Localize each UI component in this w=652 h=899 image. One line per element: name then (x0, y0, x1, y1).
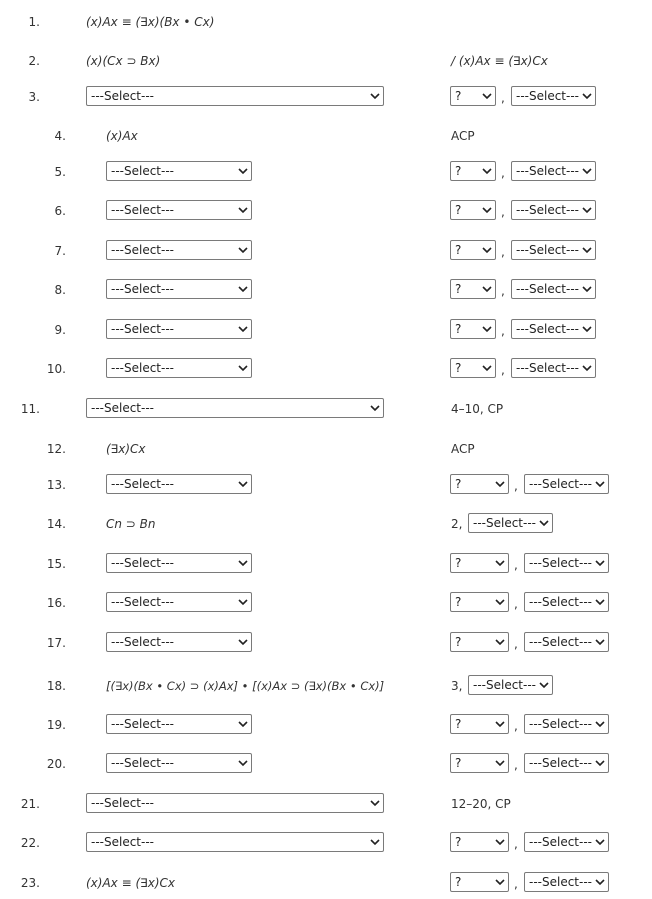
line-ref-select[interactable]: ? (450, 592, 509, 612)
chevron-down-icon (595, 637, 605, 647)
proof-row-8 (0, 279, 652, 303)
formula-select[interactable]: ---Select--- (106, 553, 252, 573)
line-ref-select[interactable]: ? (450, 714, 509, 734)
line-number: 13. (46, 478, 66, 492)
formula-select[interactable]: ---Select--- (106, 319, 252, 339)
chevron-down-icon (238, 558, 248, 568)
rule-select[interactable]: ---Select--- (511, 86, 596, 106)
chevron-down-icon (482, 245, 492, 255)
chevron-down-icon (495, 558, 505, 568)
chevron-down-icon (595, 597, 605, 607)
chevron-down-icon (370, 403, 380, 413)
chevron-down-icon (482, 324, 492, 334)
proof-row-9 (0, 319, 652, 343)
line-number: 21. (20, 797, 40, 811)
proof-row-2 (0, 50, 652, 74)
chevron-down-icon (370, 798, 380, 808)
line-number: 9. (54, 323, 66, 337)
derived-formula: [(∃x)(Bx • Cx) ⊃ (x)Ax] • [(x)Ax ⊃ (∃x)(Bx • Cx)] (106, 679, 385, 693)
formula-select[interactable]: ---Select--- (106, 161, 252, 181)
chevron-down-icon (539, 680, 549, 690)
line-number: 2. (28, 54, 40, 68)
justification-text: 12–20, CP (451, 797, 511, 811)
chevron-down-icon (582, 363, 592, 373)
line-number: 4. (54, 129, 66, 143)
line-ref-select[interactable]: ? (450, 753, 509, 773)
rule-select[interactable]: ---Select--- (524, 592, 609, 612)
rule-select[interactable]: ---Select--- (524, 753, 609, 773)
proof-row-7 (0, 240, 652, 264)
comma-separator: , (501, 284, 505, 298)
comma-separator: , (501, 166, 505, 180)
comma-separator: , (514, 558, 518, 572)
rule-select[interactable]: ---Select--- (524, 872, 609, 892)
comma-separator: , (514, 719, 518, 733)
proof-row-20 (0, 753, 652, 777)
justification-text: ACP (451, 442, 475, 456)
premise-formula: (x)Ax ≡ (∃x)(Bx • Cx) (86, 15, 215, 29)
chevron-down-icon (595, 558, 605, 568)
line-ref-select[interactable]: ? (450, 474, 509, 494)
formula-select[interactable]: ---Select--- (106, 632, 252, 652)
formula-select[interactable]: ---Select--- (106, 714, 252, 734)
chevron-down-icon (495, 637, 505, 647)
chevron-down-icon (238, 284, 248, 294)
line-ref-select[interactable]: ? (450, 632, 509, 652)
formula-select[interactable]: ---Select--- (106, 358, 252, 378)
comma-separator: , (514, 479, 518, 493)
line-ref-select[interactable]: ? (450, 200, 496, 220)
chevron-down-icon (238, 363, 248, 373)
proof-row-6 (0, 200, 652, 224)
proof-row-21 (0, 793, 652, 817)
proof-row-1 (0, 11, 652, 35)
justification-prefix: 3, (451, 679, 463, 693)
line-ref-select[interactable]: ? (450, 872, 509, 892)
chevron-down-icon (539, 518, 549, 528)
rule-select[interactable]: ---Select--- (468, 675, 553, 695)
chevron-down-icon (495, 479, 505, 489)
line-ref-select[interactable]: ? (450, 832, 509, 852)
formula-select[interactable]: ---Select--- (86, 793, 384, 813)
chevron-down-icon (582, 91, 592, 101)
line-number: 19. (46, 718, 66, 732)
chevron-down-icon (238, 479, 248, 489)
rule-select[interactable]: ---Select--- (524, 714, 609, 734)
conclusion-formula: / (x)Ax ≡ (∃x)Cx (451, 54, 548, 68)
proof-row-5 (0, 161, 652, 185)
line-ref-select[interactable]: ? (450, 86, 496, 106)
formula-select[interactable]: ---Select--- (86, 86, 384, 106)
line-ref-select[interactable]: ? (450, 553, 509, 573)
comma-separator: , (514, 877, 518, 891)
chevron-down-icon (482, 166, 492, 176)
line-ref-select[interactable]: ? (450, 358, 496, 378)
comma-separator: , (501, 324, 505, 338)
line-number: 17. (46, 636, 66, 650)
chevron-down-icon (582, 166, 592, 176)
chevron-down-icon (238, 637, 248, 647)
formula-select[interactable]: ---Select--- (106, 592, 252, 612)
final-formula: (x)Ax ≡ (∃x)Cx (86, 876, 175, 890)
comma-separator: , (501, 91, 505, 105)
formula-select[interactable]: ---Select--- (106, 200, 252, 220)
comma-separator: , (514, 758, 518, 772)
assumption-formula: (x)Ax (106, 129, 138, 143)
proof-row-18 (0, 675, 652, 699)
line-number: 15. (46, 557, 66, 571)
chevron-down-icon (238, 324, 248, 334)
comma-separator: , (514, 837, 518, 851)
chevron-down-icon (238, 166, 248, 176)
derived-formula: Cn ⊃ Bn (106, 517, 156, 531)
line-number: 18. (46, 679, 66, 693)
line-number: 12. (46, 442, 66, 456)
chevron-down-icon (238, 719, 248, 729)
line-ref-select[interactable]: ? (450, 279, 496, 299)
rule-select[interactable]: ---Select--- (468, 513, 553, 533)
assumption-formula: (∃x)Cx (106, 442, 146, 456)
chevron-down-icon (582, 324, 592, 334)
chevron-down-icon (370, 91, 380, 101)
comma-separator: , (514, 597, 518, 611)
rule-select[interactable]: ---Select--- (511, 161, 596, 181)
line-number: 20. (46, 757, 66, 771)
proof-row-3 (0, 86, 652, 110)
chevron-down-icon (238, 597, 248, 607)
justification-prefix: 2, (451, 517, 463, 531)
chevron-down-icon (482, 205, 492, 215)
chevron-down-icon (238, 205, 248, 215)
line-number: 11. (20, 402, 40, 416)
line-number: 14. (46, 517, 66, 531)
proof-row-19 (0, 714, 652, 738)
comma-separator: , (501, 205, 505, 219)
formula-select[interactable]: ---Select--- (106, 279, 252, 299)
rule-select[interactable]: ---Select--- (524, 832, 609, 852)
chevron-down-icon (482, 363, 492, 373)
proof-row-16 (0, 592, 652, 616)
chevron-down-icon (482, 284, 492, 294)
line-number: 6. (54, 204, 66, 218)
proof-row-4 (0, 125, 652, 149)
chevron-down-icon (495, 758, 505, 768)
line-number: 22. (20, 836, 40, 850)
proof-row-23 (0, 872, 652, 896)
chevron-down-icon (582, 284, 592, 294)
chevron-down-icon (595, 837, 605, 847)
line-ref-select[interactable]: ? (450, 240, 496, 260)
chevron-down-icon (495, 837, 505, 847)
chevron-down-icon (595, 479, 605, 489)
rule-select[interactable]: ---Select--- (511, 279, 596, 299)
chevron-down-icon (582, 205, 592, 215)
rule-select[interactable]: ---Select--- (511, 319, 596, 339)
rule-select[interactable]: ---Select--- (511, 240, 596, 260)
chevron-down-icon (595, 719, 605, 729)
proof-row-11 (0, 398, 652, 422)
premise-formula: (x)(Cx ⊃ Bx) (86, 54, 161, 68)
proof-row-12 (0, 438, 652, 462)
proof-row-13 (0, 474, 652, 498)
chevron-down-icon (238, 758, 248, 768)
comma-separator: , (501, 245, 505, 259)
rule-select[interactable]: ---Select--- (511, 358, 596, 378)
line-number: 5. (54, 165, 66, 179)
chevron-down-icon (595, 877, 605, 887)
chevron-down-icon (495, 597, 505, 607)
proof-row-22 (0, 832, 652, 856)
formula-select[interactable]: ---Select--- (86, 832, 384, 852)
proof-row-10 (0, 358, 652, 382)
line-ref-select[interactable]: ? (450, 319, 496, 339)
formula-select[interactable]: ---Select--- (106, 240, 252, 260)
line-number: 10. (46, 362, 66, 376)
chevron-down-icon (582, 245, 592, 255)
formula-select[interactable]: ---Select--- (86, 398, 384, 418)
rule-select[interactable]: ---Select--- (524, 474, 609, 494)
justification-text: 4–10, CP (451, 402, 504, 416)
line-number: 1. (28, 15, 40, 29)
rule-select[interactable]: ---Select--- (524, 632, 609, 652)
proof-row-14 (0, 513, 652, 537)
rule-select[interactable]: ---Select--- (524, 553, 609, 573)
formula-select[interactable]: ---Select--- (106, 753, 252, 773)
chevron-down-icon (482, 91, 492, 101)
comma-separator: , (514, 637, 518, 651)
comma-separator: , (501, 363, 505, 377)
line-number: 23. (20, 876, 40, 890)
chevron-down-icon (495, 877, 505, 887)
line-ref-select[interactable]: ? (450, 161, 496, 181)
chevron-down-icon (370, 837, 380, 847)
line-number: 16. (46, 596, 66, 610)
proof-row-17 (0, 632, 652, 656)
justification-text: ACP (451, 129, 475, 143)
line-number: 7. (54, 244, 66, 258)
line-number: 8. (54, 283, 66, 297)
chevron-down-icon (495, 719, 505, 729)
proof-row-15 (0, 553, 652, 577)
chevron-down-icon (238, 245, 248, 255)
line-number: 3. (28, 90, 40, 104)
chevron-down-icon (595, 758, 605, 768)
formula-select[interactable]: ---Select--- (106, 474, 252, 494)
rule-select[interactable]: ---Select--- (511, 200, 596, 220)
